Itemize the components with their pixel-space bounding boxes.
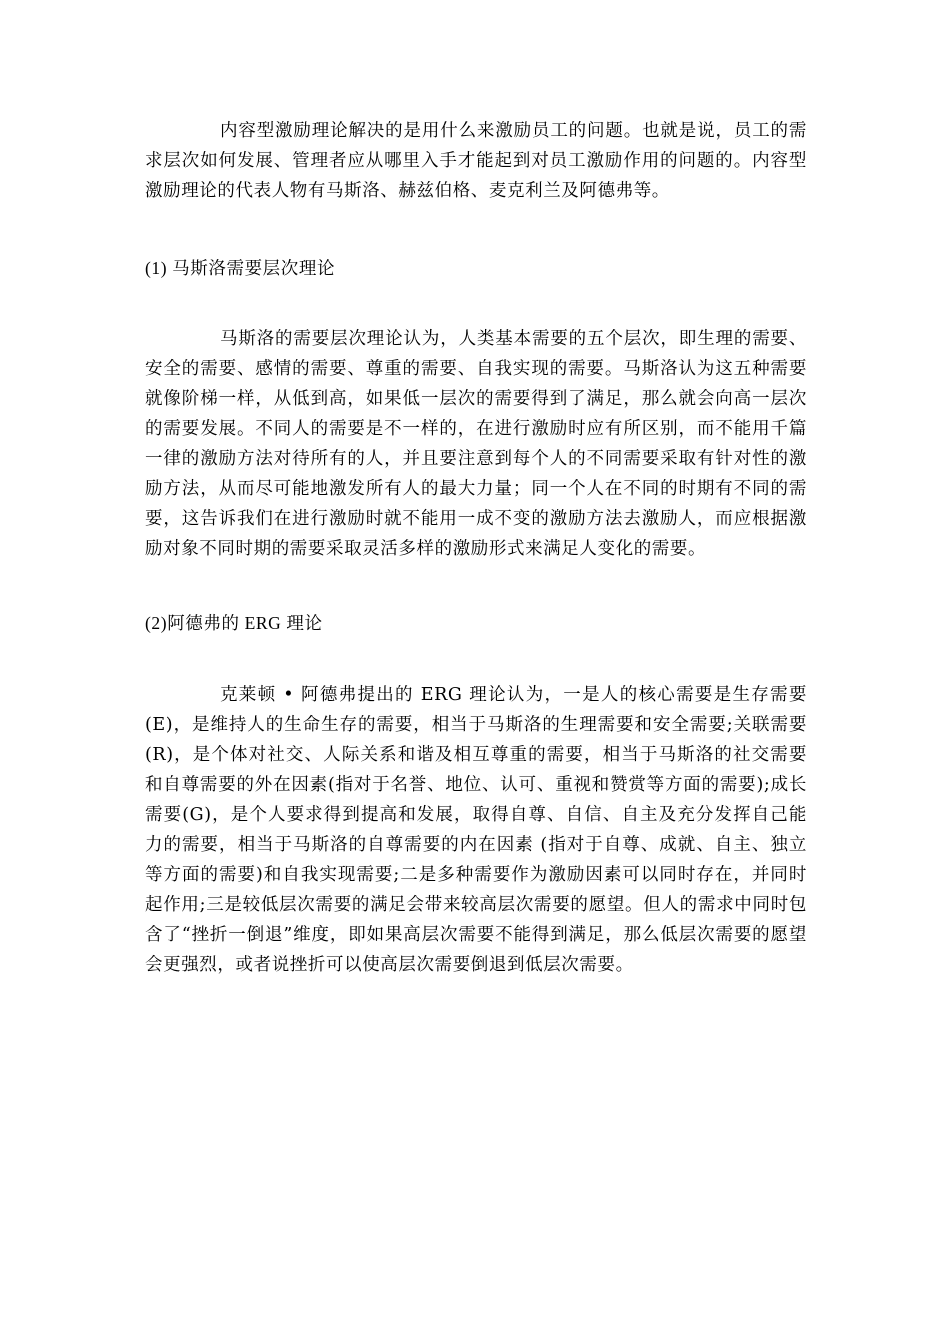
intro-paragraph: 内容型激励理论解决的是用什么来激励员工的问题。也就是说，员工的需求层次如何发展、管理者应从哪里入手才能起到对员工激励作用的问题的。内容型激励理论的代表人物有马斯洛、赫兹伯格、麦克利兰及阿德弗等。 bbox=[145, 121, 807, 201]
erg-paragraph: 克莱顿 • 阿德弗提出的 ERG 理论认为，一是人的核心需要是生存需要(E)，是维持人的生命生存的需要，相当于马斯洛的生理需要和安全需要;关联需要(R)，是个体对社交、人际关系和谐及相互尊重的需要，相当于马斯洛的社交需要和自尊需要的外在因素(指对于名誉、地位、认可、重视和赞赏等方面的需要);成长需要(G)，是个人要求得到提高和发展，取得自尊、自信、自主及充分发挥自己能力的需要，相当于马斯洛的自尊需要的内在因素 (指对于自尊、成就、自主、独立等方面的需要)和自我实现需要;二是多种需要作为激励因素可以同时存在，并同时起作用;三是较低层次需要的满足会带来较高层次需要的愿望。但人的需求中同时包含了“挫折一倒退”维度，即如果高层次需要不能得到满足，那么低层次需要的愿望会更强烈，或者说挫折可以使高层次需要倒退到低层次需要。 bbox=[145, 685, 807, 975]
maslow-paragraph: 马斯洛的需要层次理论认为，人类基本需要的五个层次，即生理的需要、安全的需要、感情的需要、尊重的需要、自我实现的需要。马斯洛认为这五种需要就像阶梯一样，从低到高，如果低一层次的需要得到了满足，那么就会向高一层次的需要发展。不同人的需要是不一样的，在进行激励时应有所区别，而不能用千篇一律的激励方法对待所有的人，并且要注意到每个人的不同需要采取有针对性的激励方法，从而尽可能地激发所有人的最大力量；同一个人在不同的时期有不同的需要，这告诉我们在进行激励时就不能用一成不变的激励方法去激励人，而应根据激励对象不同时期的需要采取灵活多样的激励形式来满足人变化的需要。 bbox=[145, 329, 807, 559]
spacer bbox=[145, 206, 807, 253]
section-heading-erg: (2)阿德弗的 ERG 理论 bbox=[145, 613, 323, 633]
document-body bbox=[145, 116, 807, 980]
spacer bbox=[145, 564, 807, 608]
section-heading-maslow: (1) 马斯洛需要层次理论 bbox=[145, 258, 336, 278]
spacer bbox=[145, 283, 807, 324]
spacer bbox=[145, 638, 807, 680]
